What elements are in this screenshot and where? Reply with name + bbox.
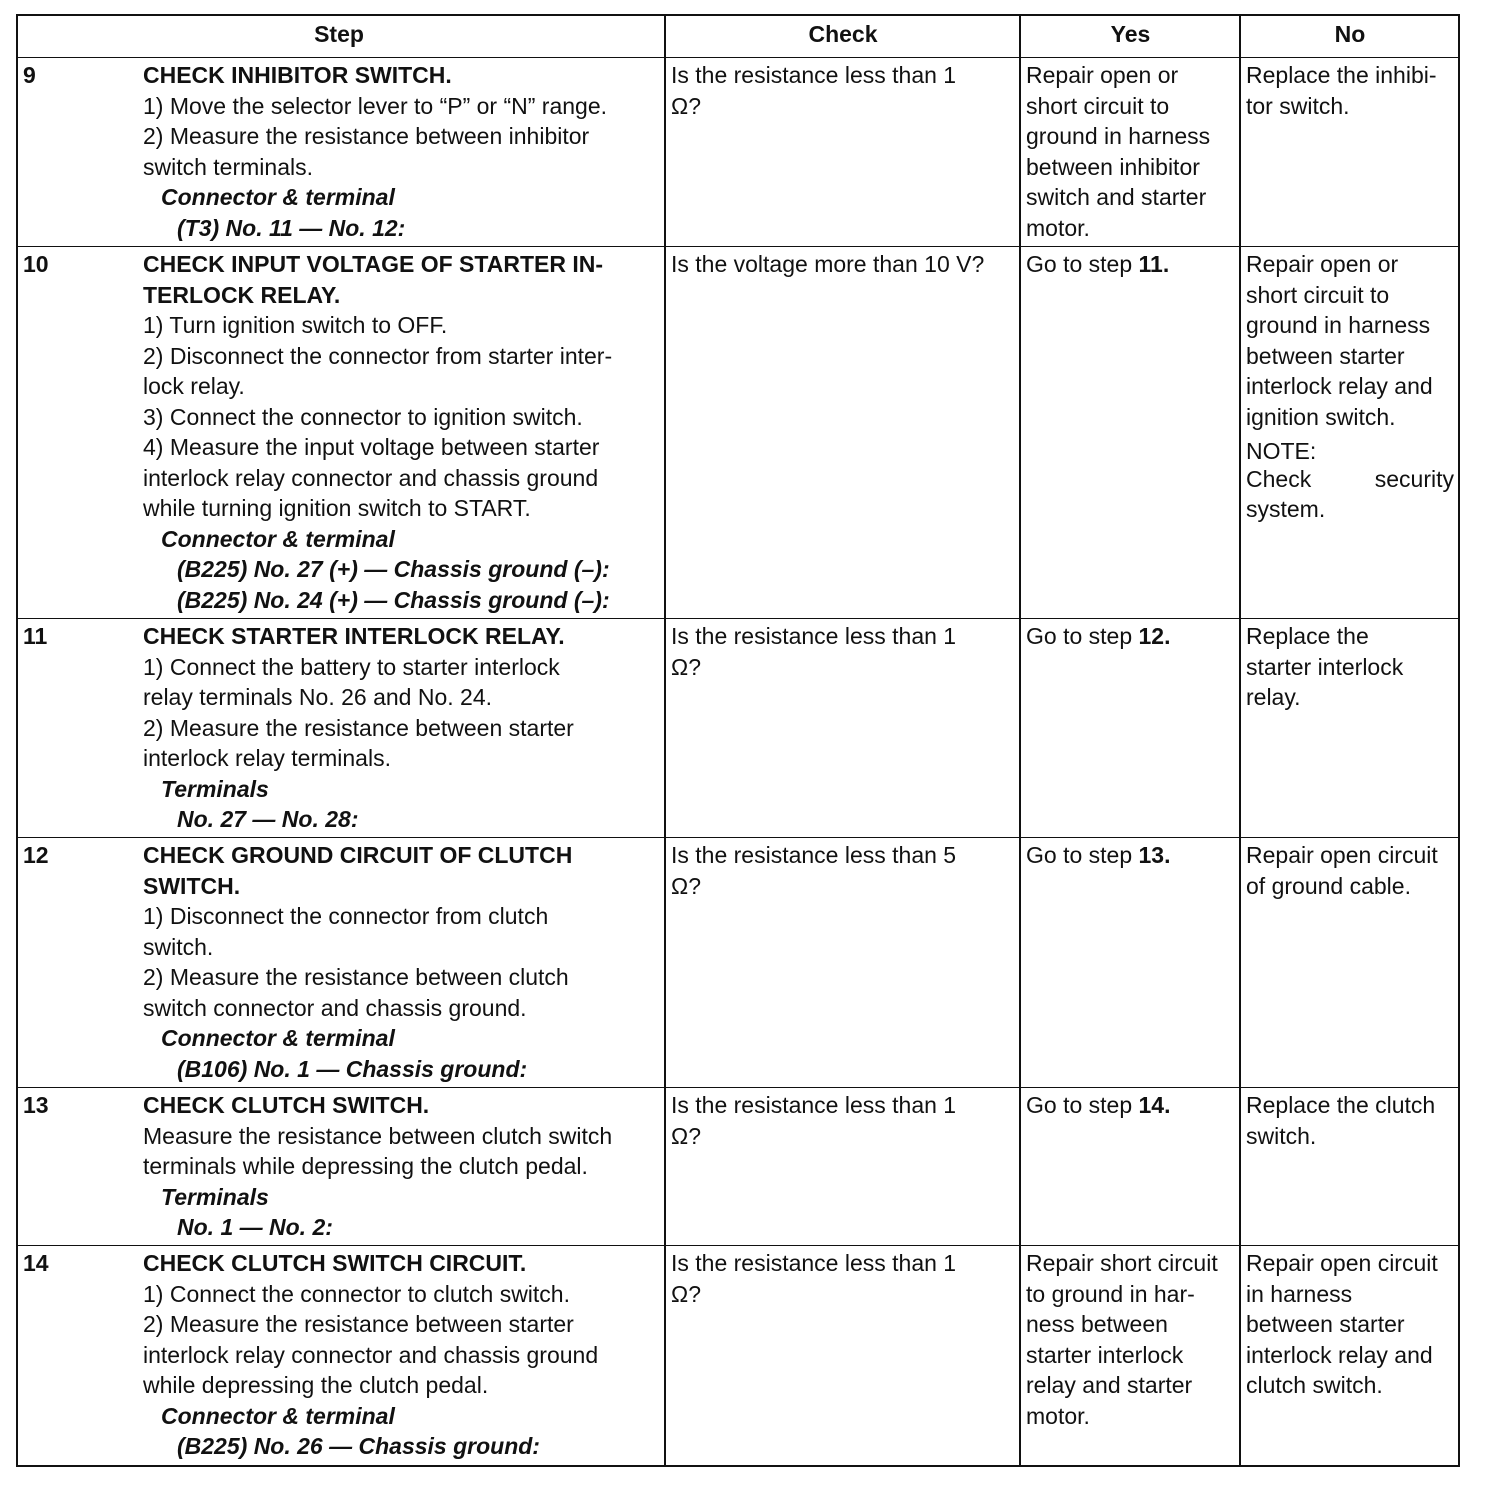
step-content bbox=[138, 619, 664, 837]
terminal-label: Connector & terminal bbox=[161, 184, 395, 210]
step-title: CHECK CLUTCH SWITCH. bbox=[143, 1092, 430, 1118]
terminal-value: (B225) No. 26 — Chassis ground: bbox=[177, 1433, 540, 1459]
yes-text: Go to step bbox=[1026, 842, 1139, 868]
terminal-value: (B106) No. 1 — Chassis ground: bbox=[177, 1055, 528, 1082]
yes-line: switch and starter bbox=[1026, 184, 1207, 210]
table-row bbox=[18, 57, 1458, 246]
check-line: Is the resistance less than 1 bbox=[671, 623, 957, 649]
no-line: tor switch. bbox=[1246, 92, 1350, 119]
step-line: 2) Disconnect the connector from starter inter- bbox=[143, 342, 613, 369]
step-content bbox=[138, 1088, 664, 1245]
yes-step-ref: 13. bbox=[1138, 842, 1171, 868]
no-line: between starter bbox=[1246, 342, 1405, 369]
step-line: 4) Measure the input voltage between starter bbox=[143, 434, 600, 460]
step-number: 9 bbox=[23, 62, 36, 88]
terminal-value: No. 27 — No. 28: bbox=[177, 806, 359, 832]
check-line: Ω? bbox=[671, 1122, 701, 1149]
check-cell bbox=[664, 1088, 1019, 1245]
terminal-label: Connector & terminal bbox=[161, 1025, 395, 1051]
no-line: short circuit to bbox=[1246, 281, 1390, 308]
terminal-value: (T3) No. 11 — No. 12: bbox=[177, 214, 406, 241]
step-line: interlock relay connector and chassis ground bbox=[143, 1341, 599, 1368]
check-line: Is the resistance less than 1 bbox=[671, 1250, 957, 1276]
yes-line: between inhibitor bbox=[1026, 153, 1200, 180]
header-yes: Yes bbox=[1019, 16, 1239, 57]
check-line: Is the resistance less than 1 bbox=[671, 1092, 957, 1118]
step-title: CHECK STARTER INTERLOCK RELAY. bbox=[143, 623, 565, 649]
step-line: 1) Connect the connector to clutch switch. bbox=[143, 1280, 570, 1307]
check-cell bbox=[664, 619, 1019, 837]
step-content bbox=[138, 838, 664, 1087]
no-cell bbox=[1239, 1088, 1458, 1245]
table-row bbox=[18, 246, 1458, 618]
no-line: of ground cable. bbox=[1246, 872, 1411, 899]
note-label: NOTE: bbox=[1246, 438, 1317, 464]
step-content bbox=[138, 247, 664, 618]
step-line: 2) Measure the resistance between starter bbox=[143, 714, 574, 741]
no-line: Repair open circuit bbox=[1246, 842, 1438, 868]
yes-line: ness between bbox=[1026, 1311, 1168, 1337]
step-line: interlock relay connector and chassis ground bbox=[143, 464, 599, 491]
header-step: Step bbox=[314, 21, 364, 47]
step-line: lock relay. bbox=[143, 373, 245, 399]
yes-cell bbox=[1019, 58, 1239, 246]
check-line: Ω? bbox=[671, 872, 701, 899]
step-number: 12 bbox=[23, 842, 49, 868]
yes-line: motor. bbox=[1026, 1402, 1090, 1429]
step-line: terminals while depressing the clutch pedal. bbox=[143, 1153, 588, 1179]
no-line: Repair open or bbox=[1246, 251, 1399, 277]
step-line: while turning ignition switch to START. bbox=[143, 495, 531, 521]
step-number: 14 bbox=[23, 1250, 49, 1276]
yes-line: starter interlock bbox=[1026, 1341, 1184, 1368]
yes-text: Go to step bbox=[1026, 1092, 1139, 1118]
diagnostic-table bbox=[16, 14, 1460, 1467]
step-line: 1) Connect the battery to starter interlock bbox=[143, 653, 560, 680]
step-title: CHECK INHIBITOR SWITCH. bbox=[143, 62, 452, 88]
check-cell bbox=[664, 838, 1019, 1087]
step-line: 1) Disconnect the connector from clutch bbox=[143, 903, 549, 929]
terminal-value: No. 1 — No. 2: bbox=[177, 1214, 333, 1240]
no-cell bbox=[1239, 58, 1458, 246]
step-line: 2) Measure the resistance between starter bbox=[143, 1311, 574, 1337]
check-line: Ω? bbox=[671, 653, 701, 680]
step-content bbox=[138, 1246, 664, 1465]
step-line: relay terminals No. 26 and No. 24. bbox=[143, 684, 493, 710]
no-cell bbox=[1239, 1246, 1458, 1465]
no-line: interlock relay and bbox=[1246, 373, 1433, 399]
yes-line: short circuit to bbox=[1026, 92, 1170, 119]
yes-cell bbox=[1019, 619, 1239, 837]
step-line: while depressing the clutch pedal. bbox=[143, 1372, 489, 1398]
header-no: No bbox=[1239, 16, 1458, 57]
yes-step-ref: 11. bbox=[1138, 251, 1170, 277]
no-cell bbox=[1239, 247, 1458, 618]
header-check: Check bbox=[664, 16, 1019, 57]
step-line: switch terminals. bbox=[143, 153, 313, 180]
step-number: 11 bbox=[23, 623, 48, 649]
yes-line: motor. bbox=[1026, 214, 1090, 241]
yes-step-ref: 14. bbox=[1138, 1092, 1171, 1118]
yes-cell bbox=[1019, 1246, 1239, 1465]
check-cell bbox=[664, 1246, 1019, 1465]
step-line: 1) Move the selector lever to “P” or “N” range. bbox=[143, 92, 607, 119]
yes-text: Go to step bbox=[1026, 251, 1139, 277]
table-header bbox=[18, 16, 1458, 57]
check-cell bbox=[664, 247, 1019, 618]
step-content bbox=[138, 58, 664, 246]
terminal-label: Connector & terminal bbox=[161, 525, 395, 552]
yes-text: Go to step bbox=[1026, 623, 1139, 649]
step-number: 13 bbox=[23, 1092, 49, 1118]
terminal-label: Terminals bbox=[161, 775, 269, 802]
no-line: Replace the inhibi- bbox=[1246, 62, 1437, 88]
no-line: in harness bbox=[1246, 1280, 1353, 1307]
step-title: CHECK INPUT VOLTAGE OF STARTER IN- TERLOCK RELAY. bbox=[143, 251, 603, 308]
step-title: CHECK CLUTCH SWITCH CIRCUIT. bbox=[143, 1250, 527, 1276]
check-line: Is the resistance less than 1 bbox=[671, 62, 957, 88]
step-line: switch. bbox=[143, 933, 214, 960]
yes-line: to ground in har- bbox=[1026, 1280, 1195, 1307]
no-line: starter interlock bbox=[1246, 653, 1404, 680]
yes-line: ground in harness bbox=[1026, 123, 1211, 149]
no-cell bbox=[1239, 838, 1458, 1087]
no-line: clutch switch. bbox=[1246, 1372, 1383, 1398]
check-line: Ω? bbox=[671, 92, 701, 119]
check-line: Is the voltage more than 10 V? bbox=[671, 251, 985, 277]
table-row bbox=[18, 618, 1458, 837]
yes-line: Repair short circuit bbox=[1026, 1250, 1218, 1276]
yes-line: relay and starter bbox=[1026, 1372, 1193, 1398]
step-line: Measure the resistance between clutch switch bbox=[143, 1122, 613, 1149]
step-line: 1) Turn ignition switch to OFF. bbox=[143, 312, 448, 338]
check-line: Ω? bbox=[671, 1280, 701, 1307]
no-line: relay. bbox=[1246, 684, 1301, 710]
yes-line: Repair open or bbox=[1026, 62, 1179, 88]
terminal-label: Connector & terminal bbox=[161, 1402, 395, 1429]
no-line: switch. bbox=[1246, 1122, 1317, 1149]
table-row bbox=[18, 1087, 1458, 1245]
yes-cell bbox=[1019, 1088, 1239, 1245]
step-line: interlock relay terminals. bbox=[143, 745, 391, 771]
table-row bbox=[18, 1245, 1458, 1465]
yes-cell bbox=[1019, 838, 1239, 1087]
terminal-value: (B225) No. 24 (+) — Chassis ground (–): bbox=[177, 586, 610, 613]
step-line: 2) Measure the resistance between clutch bbox=[143, 964, 569, 990]
no-line: Repair open circuit bbox=[1246, 1250, 1438, 1276]
no-line: ground in harness bbox=[1246, 312, 1431, 338]
no-line: between starter bbox=[1246, 1311, 1405, 1337]
no-line: Replace the clutch bbox=[1246, 1092, 1436, 1118]
terminal-label: Terminals bbox=[161, 1183, 269, 1210]
table-row bbox=[18, 837, 1458, 1087]
yes-step-ref: 12. bbox=[1138, 623, 1171, 649]
check-line: Is the resistance less than 5 bbox=[671, 842, 957, 868]
no-line: interlock relay and bbox=[1246, 1341, 1433, 1368]
no-line: ignition switch. bbox=[1246, 403, 1396, 430]
no-cell bbox=[1239, 619, 1458, 837]
step-line: switch connector and chassis ground. bbox=[143, 994, 527, 1021]
note-text: Check security system. bbox=[1246, 466, 1454, 522]
terminal-value: (B225) No. 27 (+) — Chassis ground (–): bbox=[177, 556, 610, 582]
yes-cell bbox=[1019, 247, 1239, 618]
step-number: 10 bbox=[23, 251, 49, 277]
step-line: 2) Measure the resistance between inhibitor bbox=[143, 123, 590, 149]
step-line: 3) Connect the connector to ignition switch. bbox=[143, 403, 583, 430]
step-title: CHECK GROUND CIRCUIT OF CLUTCH SWITCH. bbox=[143, 842, 573, 899]
no-line: Replace the bbox=[1246, 623, 1369, 649]
check-cell bbox=[664, 58, 1019, 246]
